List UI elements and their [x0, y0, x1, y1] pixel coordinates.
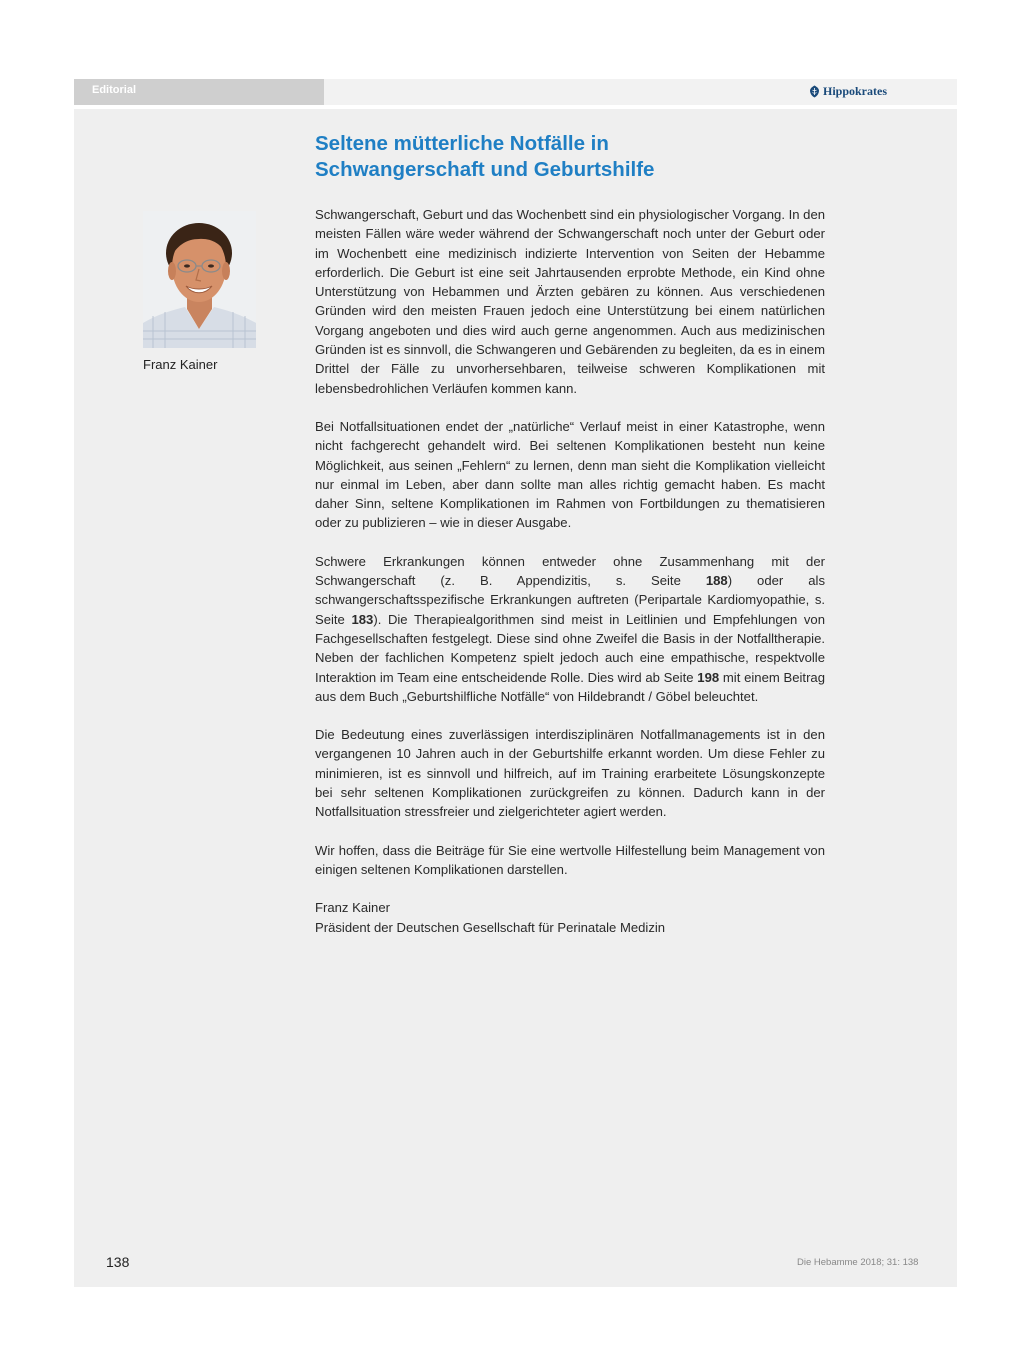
paragraph-2: Bei Notfallsituationen endet der „natürliche“ Verlauf meist in einer Katastrophe, wenn nicht fachgerecht gehandelt wird. Bei seltenen Komplikationen besteht nun keine Möglichkeit, aus seinen „Fehlern“ zu lernen, denn man sieht die Komplikation vielleicht nur einmal im Leben, aber dann sollte man alles richtig gemacht haben. Es macht daher Sinn, seltene Komplikationen im Rahmen von Fortbildungen zu thematisieren oder zu publizieren – wie in dieser Ausgabe.: [315, 418, 825, 531]
brand-name: Hippokrates: [822, 84, 887, 98]
paragraph-3-text-a: Schwere Erkrankungen können entweder ohne Zusammenhang mit der Schwangerschaft (z. B. Appendizitis, s. Seite: [315, 553, 825, 589]
signature-role: Präsident der Deutschen Gesellschaft für Perinatale Medizin: [315, 919, 666, 935]
article-title: [315, 131, 835, 183]
section-label: Editorial: [92, 84, 137, 96]
journal-citation: Die Hebamme 2018; 31: 138: [797, 1257, 919, 1268]
author-photo: [143, 211, 256, 348]
title-line-1: Seltene mütterliche Notfälle in: [315, 132, 609, 155]
photo-caption: Franz Kainer: [143, 357, 218, 372]
author-portrait-image: [143, 211, 256, 348]
article-body: [315, 205, 825, 937]
page-reference: 188: [705, 573, 728, 589]
publisher-header: [324, 79, 957, 105]
paragraph-3-text-c: ). Die Therapiealgorithmen sind meist in Leitlinien und Empfehlungen von Fachgesellschaften festgelegt. Diese sind ohne Zweifel die Basis in der Notfalltherapie. Neben der fachlichen Kompetenz spielt jedoch auch eine empathische, respektvolle Interaktion im Team eine entscheidende Rolle. Dies wird ab Seite: [315, 611, 825, 685]
paragraph-3-text-b: ) oder als schwangerschaftsspezifische Erkrankungen auftreten (Peripartale Kardiomyopathie, s. Seite: [315, 573, 825, 627]
title-line-2: Schwangerschaft und Geburtshilfe: [315, 158, 655, 181]
page-reference: 198: [697, 669, 720, 685]
section-header: [74, 79, 324, 105]
paragraph-1: Schwangerschaft, Geburt und das Wochenbett sind ein physiologischer Vorgang. In den meisten Fällen wäre weder während der Schwangerschaft noch unter der Geburt oder im Wochenbett eine medizinisch indizierte Intervention von Seiten der Hebamme erforderlich. Die Geburt ist eine seit Jahrtausenden erprobte Methode, ein Kind ohne Unterstützung von Hebammen und Ärzten gebären zu können. Aus verschiedenen Gründen wird den meisten Frauen jedoch eine Unterstützung bei einem natürlichen Vorgang angeboten und dies wird auch gerne angenommen. Auch aus medizinischen Gründen ist es sinnvoll, die Schwangeren und Gebärenden zu begleiten, da es in einem Drittel der Fälle zu unvorhersehbaren, teilweise schweren Komplikationen mit lebensbedrohlichen Verläufen kommen kann.: [315, 207, 826, 396]
page-reference: 183: [351, 611, 374, 627]
publisher-brand: [809, 84, 887, 99]
paragraph-3-text-d: mit einem Beitrag aus dem Buch „Geburtshilfliche Notfälle“ von Hildebrandt / Göbel beleuchtet.: [315, 669, 825, 704]
signature-name: Franz Kainer: [315, 900, 390, 916]
page-number: 138: [106, 1254, 130, 1270]
hippokrates-logo-icon: [809, 85, 820, 98]
paragraph-4: Die Bedeutung eines zuverlässigen interdisziplinären Notfallmanagements ist in den vergangenen 10 Jahren auch in der Geburtshilfe erkannt worden. Um diese Fehler zu minimieren, ist es sinnvoll und hilfreich, auf im Training erarbeitete Lösungskonzepte bei sehr seltenen Komplikationen zurückgreifen zu können. Dadurch kann in der Notfallsituation stressfreier und zielgerichteter agiert werden.: [315, 727, 825, 820]
paragraph-5: Wir hoffen, dass die Beiträge für Sie eine wertvolle Hilfestellung beim Management von einigen seltenen Komplikationen darstellen.: [315, 842, 825, 877]
paragraph-3: [315, 552, 825, 706]
